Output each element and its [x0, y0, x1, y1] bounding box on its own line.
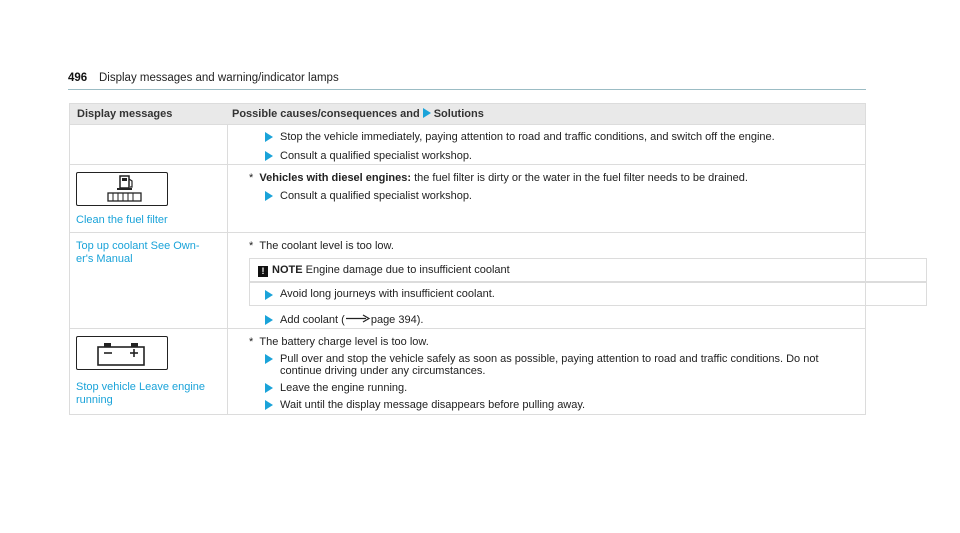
arrow-icon [423, 108, 431, 118]
bullet-arrow-icon [265, 315, 273, 325]
page-header [68, 72, 866, 90]
bullet-arrow-icon [265, 290, 273, 300]
note-box: ! NOTE Engine damage due to insufficient coolant [249, 258, 927, 282]
table-row [70, 232, 865, 328]
bullet-arrow-icon [265, 151, 273, 161]
page-title: Display messages and warning/indicator lamps [99, 72, 339, 84]
solution-step: continue driving under any circumstances. [280, 365, 486, 377]
solution-step: Leave the engine running. [280, 382, 408, 394]
solution-step: Stop the vehicle immediately, paying attention to road and traffic conditions, and switch off the engine. [280, 131, 775, 143]
column-header-messages: Display messages [77, 108, 173, 120]
warning-icon: ! [258, 266, 268, 277]
bullet-arrow-icon [265, 191, 273, 201]
solution-step: Consult a qualified specialist workshop. [280, 150, 472, 162]
solution-step: Add coolant ( page 394). [280, 314, 424, 326]
table-header [70, 104, 865, 124]
solution-step: Wait until the display message disappears before pulling away. [280, 399, 586, 411]
battery-icon [76, 336, 168, 370]
page-number: 496 [68, 72, 88, 84]
cause-text: * Vehicles with diesel engines: the fuel filter is dirty or the water in the fuel filter needs to be drained. [249, 172, 748, 184]
fuel-filter-icon [76, 172, 168, 206]
table-row [70, 328, 865, 414]
display-message: er's Manual [76, 253, 133, 265]
table-row [70, 164, 865, 232]
solution-step: Pull over and stop the vehicle safely as soon as possible, paying attention to road and traffic conditions. Do not [280, 353, 819, 365]
display-message: Clean the fuel filter [76, 214, 168, 226]
display-message: Top up coolant See Own- [76, 240, 200, 252]
display-messages-table [69, 103, 866, 415]
solution-step: Consult a qualified specialist workshop. [280, 190, 472, 202]
table-row [70, 124, 865, 164]
bullet-arrow-icon [265, 354, 273, 364]
bullet-arrow-icon [265, 400, 273, 410]
note-step-box: Avoid long journeys with insufficient coolant. [249, 282, 927, 306]
cause-text: * The coolant level is too low. [249, 240, 394, 252]
bullet-arrow-icon [265, 383, 273, 393]
cause-text: * The battery charge level is too low. [249, 336, 429, 348]
page-reference-arrow-icon [345, 314, 371, 323]
display-message: running [76, 394, 113, 406]
column-header-causes: Possible causes/consequences and Solutions [232, 108, 484, 120]
display-message: Stop vehicle Leave engine [76, 381, 206, 393]
bullet-arrow-icon [265, 132, 273, 142]
